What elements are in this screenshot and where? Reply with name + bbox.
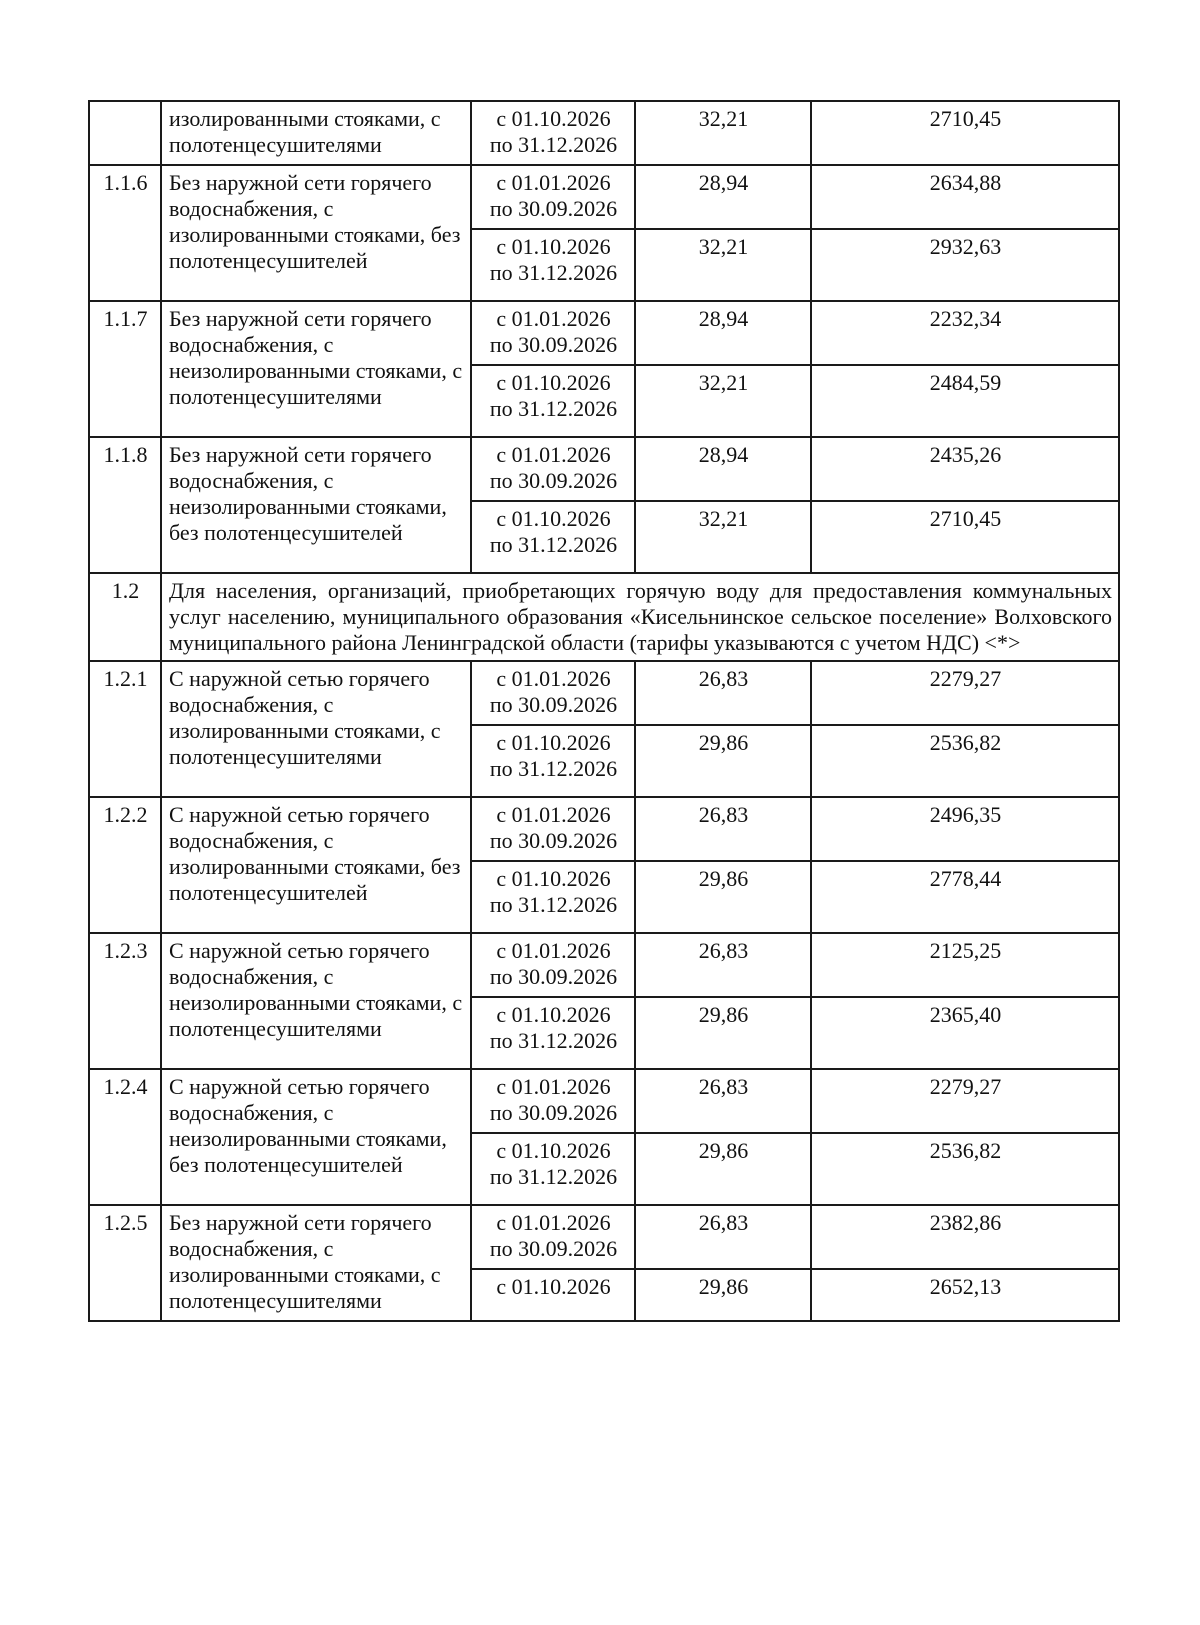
- period-from: с 01.10.2026: [496, 1274, 611, 1299]
- section-title: Для населения, организаций, приобретающих горячую воду для предоставления коммунальных услуг населению, муниципального образования «Кисельнинское сельское поселение» Волховского муниципального района Ленинградской области (тарифы указываются с учетом НДС) <*>: [161, 573, 1119, 661]
- tariff-value-1: 29,86: [635, 1133, 811, 1205]
- tariff-value-1: 29,86: [635, 997, 811, 1069]
- period-to: по 30.09.2026: [489, 1236, 618, 1261]
- row-number: 1.2.1: [89, 661, 161, 797]
- row-number: 1.1.6: [89, 165, 161, 301]
- section-number: 1.2: [89, 573, 161, 661]
- period-cell: [471, 301, 635, 365]
- row-number: 1.1.8: [89, 437, 161, 573]
- period-cell: [471, 661, 635, 725]
- period-to: по 30.09.2026: [489, 692, 618, 717]
- period-cell: [471, 501, 635, 573]
- table-row: [89, 301, 1119, 365]
- tariff-value-1: 26,83: [635, 1069, 811, 1133]
- row-number: 1.2.3: [89, 933, 161, 1069]
- row-description: С наружной сетью горячего водоснабжения, с неизолированными стояками, с полотенцесушителями: [161, 933, 471, 1069]
- tariff-value-1: 28,94: [635, 301, 811, 365]
- tariff-value-2: 2382,86: [811, 1205, 1119, 1269]
- row-description: С наружной сетью горячего водоснабжения, с неизолированными стояками, без полотенцесушителей: [161, 1069, 471, 1205]
- table-row: [89, 661, 1119, 725]
- period-from: с 01.10.2026: [496, 234, 611, 259]
- row-number: 1.2.5: [89, 1205, 161, 1321]
- table-row: [89, 101, 1119, 165]
- period-to: по 31.12.2026: [489, 532, 618, 557]
- period-cell: [471, 1133, 635, 1205]
- period-to: по 30.09.2026: [489, 1100, 618, 1125]
- row-description: изолированными стояками, с полотенцесушителями: [161, 101, 471, 165]
- tariff-value-2: 2932,63: [811, 229, 1119, 301]
- tariff-value-2: 2496,35: [811, 797, 1119, 861]
- tariff-value-1: 32,21: [635, 365, 811, 437]
- period-cell: [471, 1069, 635, 1133]
- tariff-value-1: 26,83: [635, 797, 811, 861]
- period-to: по 30.09.2026: [489, 332, 618, 357]
- period-cell: [471, 933, 635, 997]
- table-row: [89, 1069, 1119, 1133]
- period-from: с 01.01.2026: [496, 170, 611, 195]
- period-from: с 01.01.2026: [496, 802, 611, 827]
- period-to: по 30.09.2026: [489, 964, 618, 989]
- period-from: с 01.01.2026: [496, 1210, 611, 1235]
- tariff-value-2: 2279,27: [811, 1069, 1119, 1133]
- period-to: по 31.12.2026: [489, 892, 618, 917]
- row-description: Без наружной сети горячего водоснабжения, с изолированными стояками, с полотенцесушителями: [161, 1205, 471, 1321]
- row-description: Без наружной сети горячего водоснабжения, с изолированными стояками, без полотенцесушителей: [161, 165, 471, 301]
- section-row: [89, 573, 1119, 661]
- period-from: с 01.10.2026: [496, 1002, 611, 1027]
- tariff-table-body: [89, 101, 1119, 1321]
- period-cell: [471, 101, 635, 165]
- row-number: 1.2.2: [89, 797, 161, 933]
- tariff-value-1: 26,83: [635, 1205, 811, 1269]
- tariff-table: [88, 100, 1120, 1322]
- period-cell: [471, 1269, 635, 1321]
- row-number: 1.2.4: [89, 1069, 161, 1205]
- period-from: с 01.10.2026: [496, 370, 611, 395]
- tariff-value-1: 32,21: [635, 101, 811, 165]
- tariff-value-2: 2778,44: [811, 861, 1119, 933]
- period-cell: [471, 861, 635, 933]
- tariff-value-2: 2710,45: [811, 101, 1119, 165]
- period-from: с 01.10.2026: [496, 506, 611, 531]
- period-to: по 30.09.2026: [489, 828, 618, 853]
- period-from: с 01.01.2026: [496, 306, 611, 331]
- period-from: с 01.01.2026: [496, 1074, 611, 1099]
- tariff-value-2: 2279,27: [811, 661, 1119, 725]
- row-description: С наружной сетью горячего водоснабжения, с изолированными стояками, с полотенцесушителями: [161, 661, 471, 797]
- tariff-value-2: 2484,59: [811, 365, 1119, 437]
- table-row: [89, 1205, 1119, 1269]
- period-from: с 01.01.2026: [496, 442, 611, 467]
- period-from: с 01.10.2026: [496, 730, 611, 755]
- period-cell: [471, 165, 635, 229]
- tariff-value-2: 2125,25: [811, 933, 1119, 997]
- period-to: по 31.12.2026: [489, 396, 618, 421]
- tariff-value-2: 2536,82: [811, 1133, 1119, 1205]
- period-to: по 31.12.2026: [489, 132, 618, 157]
- period-to: по 31.12.2026: [489, 756, 618, 781]
- period-from: с 01.01.2026: [496, 666, 611, 691]
- tariff-value-2: 2634,88: [811, 165, 1119, 229]
- row-description: С наружной сетью горячего водоснабжения, с изолированными стояками, без полотенцесушителей: [161, 797, 471, 933]
- tariff-value-2: 2710,45: [811, 501, 1119, 573]
- period-to: по 30.09.2026: [489, 196, 618, 221]
- period-cell: [471, 437, 635, 501]
- table-row: [89, 797, 1119, 861]
- period-to: по 31.12.2026: [489, 1028, 618, 1053]
- period-from: с 01.10.2026: [496, 106, 611, 131]
- period-cell: [471, 1205, 635, 1269]
- tariff-value-2: 2365,40: [811, 997, 1119, 1069]
- period-to: по 30.09.2026: [489, 468, 618, 493]
- table-row: [89, 933, 1119, 997]
- tariff-value-2: 2536,82: [811, 725, 1119, 797]
- table-row: [89, 165, 1119, 229]
- tariff-value-1: 28,94: [635, 165, 811, 229]
- table-row: [89, 437, 1119, 501]
- tariff-value-1: 29,86: [635, 725, 811, 797]
- period-cell: [471, 997, 635, 1069]
- tariff-value-2: 2652,13: [811, 1269, 1119, 1321]
- tariff-value-2: 2435,26: [811, 437, 1119, 501]
- row-description: Без наружной сети горячего водоснабжения, с неизолированными стояками, без полотенцесушителей: [161, 437, 471, 573]
- row-description: Без наружной сети горячего водоснабжения, с неизолированными стояками, с полотенцесушителями: [161, 301, 471, 437]
- tariff-value-2: 2232,34: [811, 301, 1119, 365]
- period-cell: [471, 797, 635, 861]
- period-from: с 01.01.2026: [496, 938, 611, 963]
- tariff-value-1: 29,86: [635, 861, 811, 933]
- tariff-value-1: 28,94: [635, 437, 811, 501]
- tariff-value-1: 29,86: [635, 1269, 811, 1321]
- period-from: с 01.10.2026: [496, 1138, 611, 1163]
- tariff-value-1: 32,21: [635, 501, 811, 573]
- tariff-value-1: 26,83: [635, 933, 811, 997]
- period-cell: [471, 365, 635, 437]
- period-cell: [471, 725, 635, 797]
- period-to: по 31.12.2026: [489, 260, 618, 285]
- row-number: 1.1.7: [89, 301, 161, 437]
- period-from: с 01.10.2026: [496, 866, 611, 891]
- tariff-value-1: 26,83: [635, 661, 811, 725]
- row-number: [89, 101, 161, 165]
- period-cell: [471, 229, 635, 301]
- tariff-value-1: 32,21: [635, 229, 811, 301]
- period-to: по 31.12.2026: [489, 1164, 618, 1189]
